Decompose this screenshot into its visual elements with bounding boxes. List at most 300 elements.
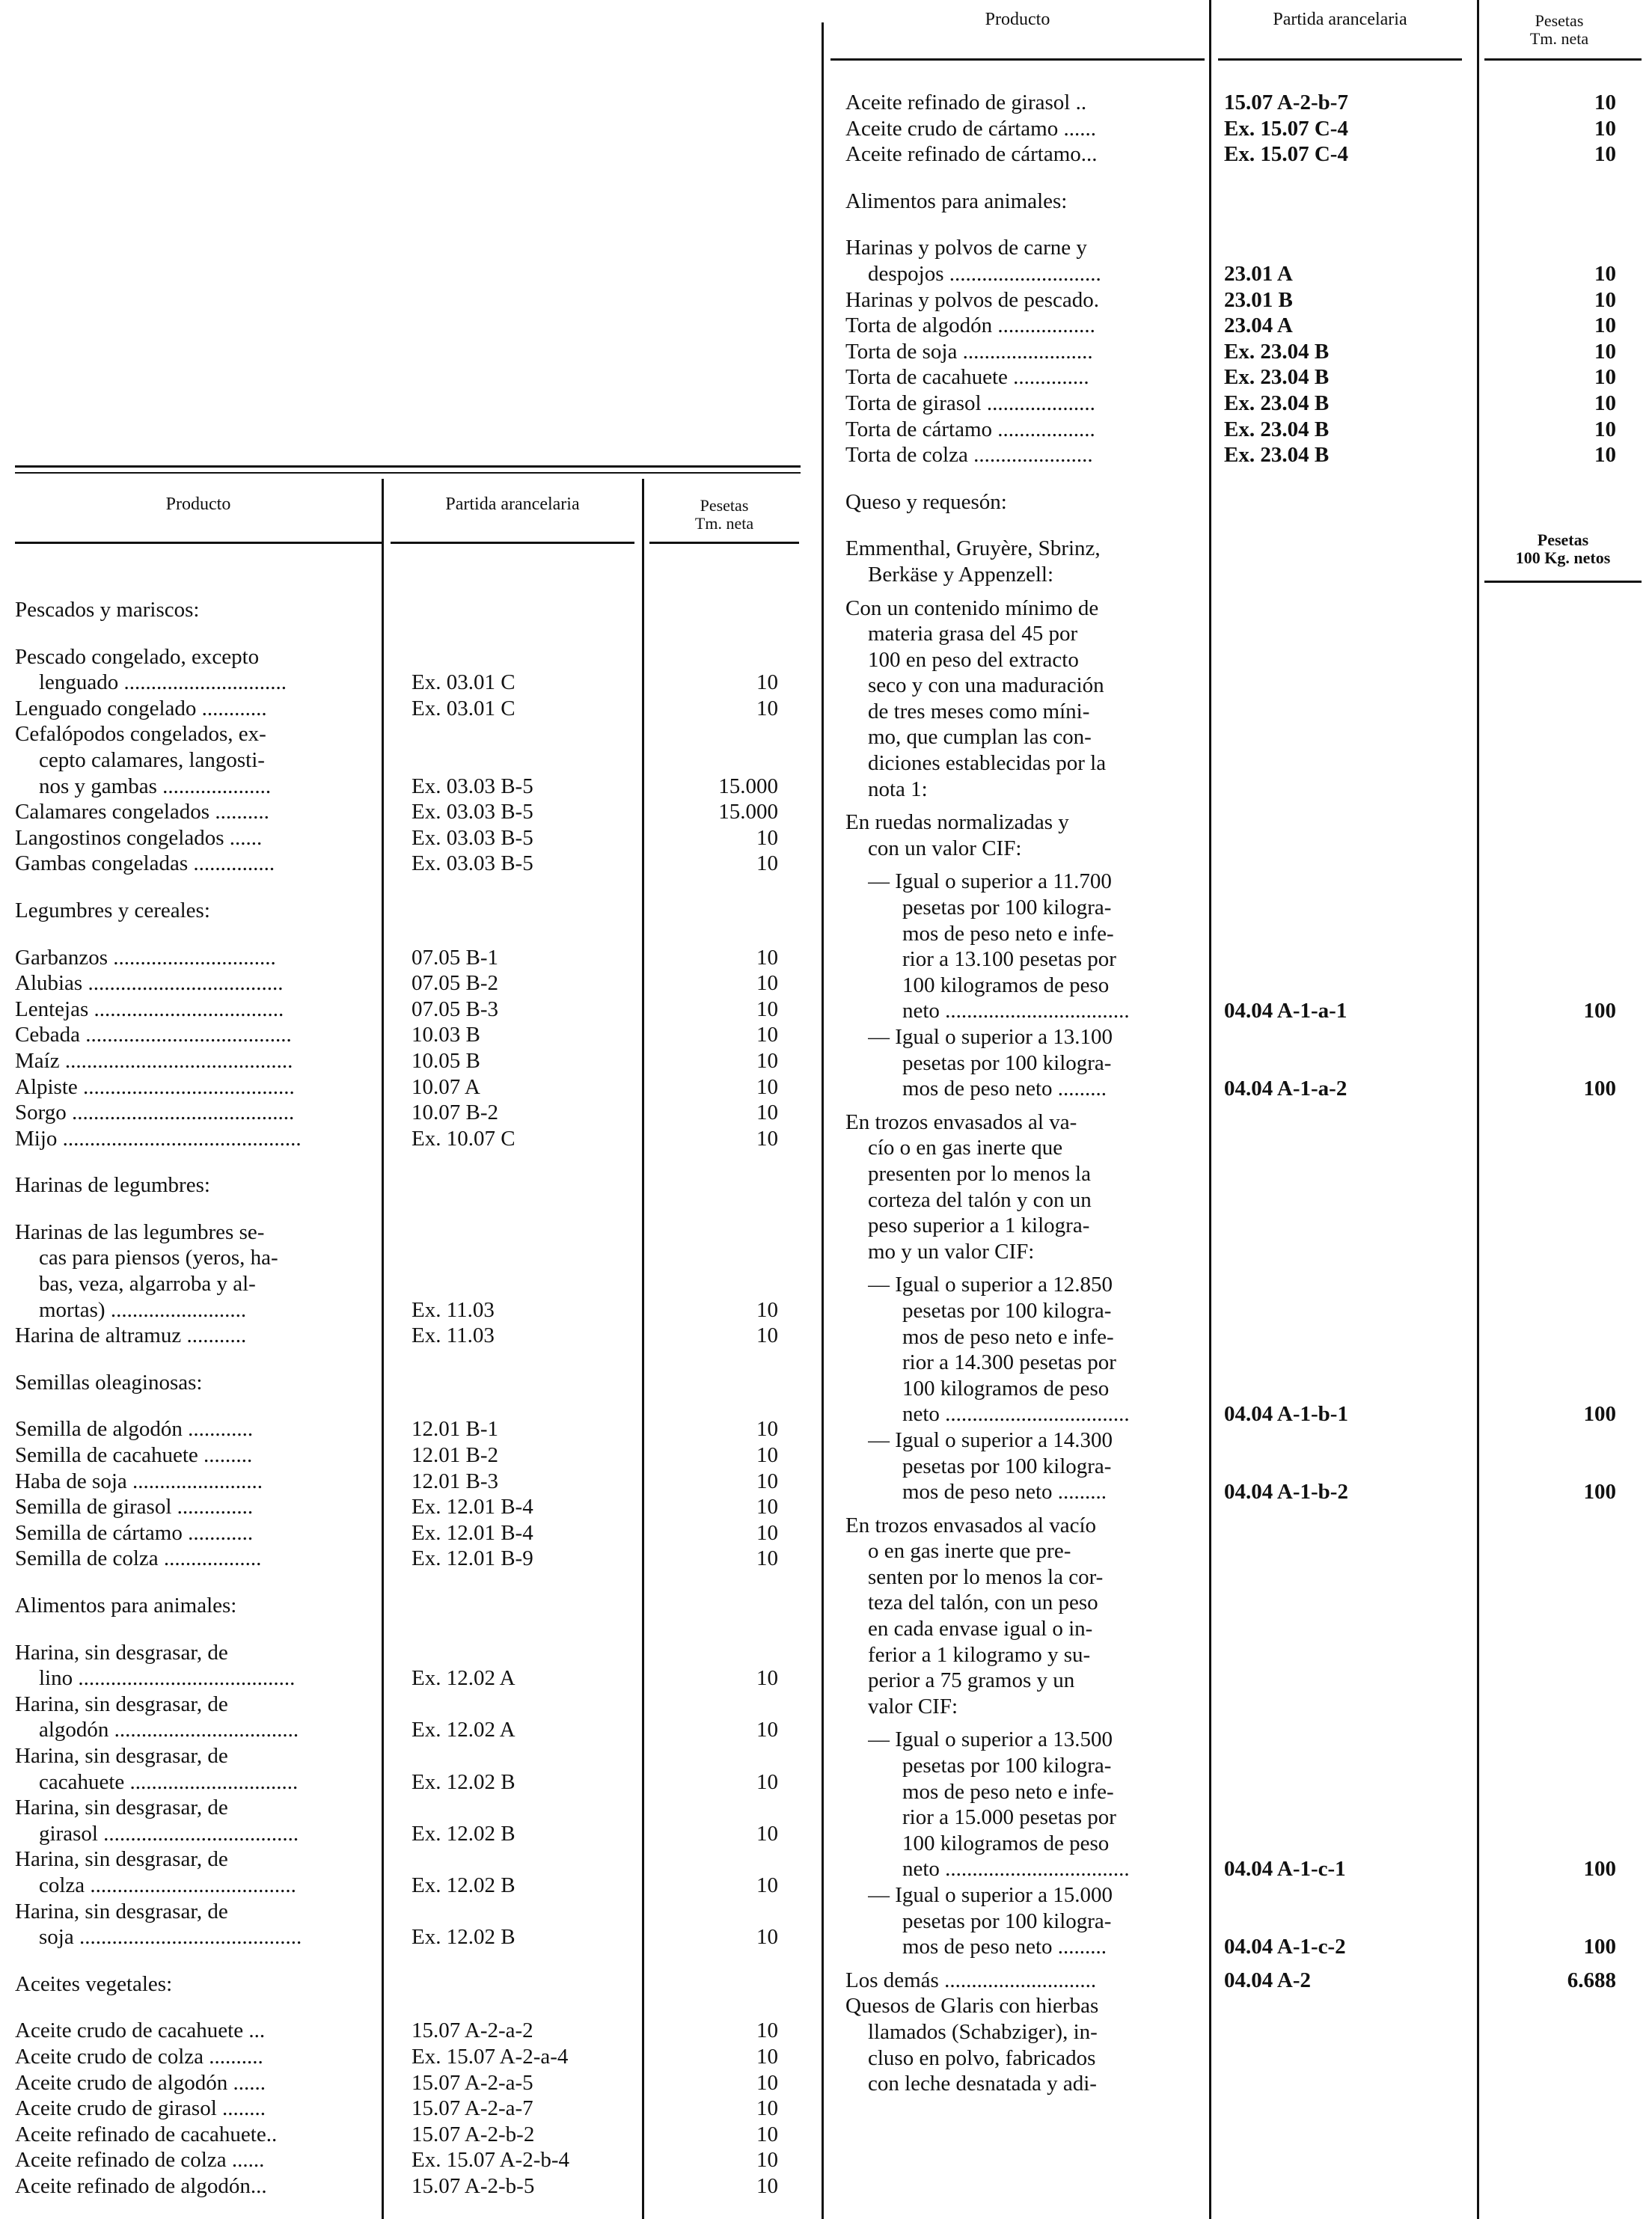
partida-cell: 15.07 A-2-b-7 (1224, 91, 1348, 114)
partida-cell: 07.05 B-1 (412, 945, 498, 970)
product-cell: pesetas por 100 kilogra- (902, 1454, 1112, 1478)
product-cell: Gambas congeladas ............... (15, 851, 275, 876)
product-cell: Aceite refinado de girasol .. (845, 91, 1087, 114)
table-row (845, 1161, 1646, 1187)
pesetas-cell: 10 (756, 1048, 778, 1073)
product-cell: con un valor CIF: (868, 836, 1022, 860)
product-cell: 100 kilogramos de peso (902, 1831, 1110, 1855)
product-cell: Torta de soja ........................ (845, 339, 1093, 364)
partida-cell: 04.04 A-1-b-2 (1224, 1480, 1348, 1505)
left-header-rule-1 (15, 542, 382, 544)
product-cell: Torta de colza ...................... (845, 443, 1093, 468)
right-header-producto: Producto (985, 10, 1050, 29)
table-row (845, 1934, 1646, 1960)
pesetas-cell: 10 (756, 1925, 778, 1950)
section-heading-row (15, 1172, 801, 1199)
partida-cell: Ex. 12.02 B (412, 1873, 516, 1897)
table-row (845, 621, 1646, 647)
product-cell: Torta de algodón .................. (845, 313, 1095, 338)
table-row (845, 836, 1646, 862)
pesetas-cell: 10 (756, 1074, 778, 1099)
table-row (15, 1873, 801, 1899)
table-row (845, 1505, 1646, 1513)
table-row (15, 1271, 801, 1297)
product-cell: senten por lo menos la cor- (868, 1564, 1104, 1589)
table-row (845, 1727, 1646, 1753)
product-cell: nota 1: (868, 777, 928, 801)
product-cell: bas, veza, algarroba y al- (39, 1272, 256, 1297)
product-cell: Garbanzos .............................. (15, 945, 276, 970)
product-cell: mos de peso neto e infe- (902, 921, 1114, 946)
table-row (845, 777, 1646, 803)
table-row (845, 802, 1646, 809)
partida-cell: 04.04 A-1-b-1 (1224, 1402, 1348, 1427)
table-row (15, 1846, 801, 1873)
partida-cell: Ex. 11.03 (412, 1297, 495, 1322)
product-cell: Alimentos para animales: (15, 1594, 237, 1617)
product-cell: Aceite refinado de colza ...... (15, 2148, 265, 2173)
partida-cell: 07.05 B-3 (412, 997, 498, 1021)
product-cell: mo, que cumplan las con- (868, 725, 1092, 750)
product-cell: rior a 15.000 pesetas por (902, 1805, 1116, 1830)
table-row (15, 774, 801, 800)
table-row (845, 364, 1646, 391)
product-cell: rior a 14.300 pesetas por (902, 1350, 1116, 1375)
table-row (15, 2070, 801, 2096)
partida-cell: Ex. 12.02 B (412, 1769, 516, 1794)
pesetas-cell: 10 (756, 1546, 778, 1571)
product-cell: Harina, sin desgrasar, de (15, 1899, 228, 1923)
product-cell: ferior a 1 kilogramo y su- (868, 1642, 1091, 1667)
partida-cell: Ex. 03.03 B-5 (412, 774, 533, 798)
table-row (845, 417, 1646, 443)
table-row (845, 261, 1646, 287)
product-cell: presenten por lo menos la (868, 1161, 1091, 1186)
product-cell: mo y un valor CIF: (868, 1239, 1035, 1264)
partida-cell: 23.04 A (1224, 313, 1293, 338)
pesetas-cell: 10 (756, 2148, 778, 2173)
product-cell: perior a 75 gramos y un (868, 1668, 1075, 1693)
right-header-partida: Partida arancelaria (1273, 10, 1407, 29)
partida-cell: 23.01 B (1224, 287, 1293, 312)
product-cell: Sorgo ......................................... (15, 1101, 295, 1125)
pesetas-cell: 10 (1594, 261, 1616, 286)
table-row (845, 1239, 1646, 1265)
table-row (845, 1805, 1646, 1831)
partida-cell: 15.07 A-2-a-5 (412, 2070, 533, 2095)
table-row (845, 750, 1646, 777)
left-top-rule (15, 465, 801, 468)
section-heading-row (15, 1370, 801, 1396)
table-row (845, 1909, 1646, 1935)
product-cell: seco y con una maduración (868, 673, 1104, 698)
partida-cell: 10.07 B-2 (412, 1101, 498, 1125)
product-cell: Cefalópodos congelados, ex- (15, 722, 266, 747)
table-row (15, 851, 801, 877)
product-cell: neto .................................. (902, 999, 1130, 1023)
table-row (15, 721, 801, 747)
table-row (15, 1899, 801, 1925)
product-cell: soja ......................................... (39, 1925, 302, 1950)
product-cell: Torta de girasol .................... (845, 391, 1095, 415)
pesetas-cell: 10 (756, 2096, 778, 2121)
table-row (845, 1298, 1646, 1324)
product-cell: Berkäse y Appenzell: (868, 562, 1054, 587)
partida-cell: Ex. 15.07 C-4 (1224, 116, 1348, 141)
product-cell: Aceite crudo de cártamo ...... (845, 116, 1096, 141)
product-cell: Los demás ............................ (845, 1968, 1097, 1992)
right-table-body (845, 90, 1646, 2097)
pesetas-cell: 10 (1594, 443, 1616, 468)
pesetas-cell: 10 (756, 2173, 778, 2198)
pesetas-cell: 10 (1594, 313, 1616, 338)
product-cell: Queso y requesón: (845, 489, 1007, 514)
section-heading-row (845, 189, 1646, 215)
table-row (845, 1102, 1646, 1110)
table-row (845, 391, 1646, 417)
product-cell: En ruedas normalizadas y (845, 810, 1069, 835)
table-row (15, 2096, 801, 2122)
table-row (15, 1769, 801, 1796)
table-row (845, 1513, 1646, 1539)
partida-cell: Ex. 12.01 B-4 (412, 1520, 533, 1545)
table-row (15, 1494, 801, 1520)
table-row (15, 1717, 801, 1743)
left-table-body (15, 576, 801, 2199)
partida-cell: Ex. 03.03 B-5 (412, 800, 533, 824)
table-row (15, 1245, 801, 1271)
section-heading-row (15, 597, 801, 623)
product-cell: Harinas de legumbres: (15, 1173, 210, 1198)
product-cell: de tres meses como míni- (868, 699, 1090, 723)
pesetas-cell: 100 (1583, 1402, 1616, 1427)
pesetas-cell: 100 (1583, 1935, 1616, 1959)
table-row (15, 799, 801, 825)
pesetas-cell: 10 (756, 1666, 778, 1691)
product-cell: cío o en gas inerte que (868, 1136, 1063, 1160)
product-cell: Mijo ............................................ (15, 1126, 302, 1151)
product-cell: en cada envase igual o in- (868, 1617, 1093, 1641)
table-row (845, 861, 1646, 869)
table-row (845, 287, 1646, 313)
product-cell: Harinas y polvos de pescado. (845, 287, 1100, 312)
partida-cell: Ex. 12.02 B (412, 1821, 516, 1846)
product-cell: colza ...................................... (39, 1873, 296, 1897)
partida-cell: 12.01 B-3 (412, 1469, 498, 1493)
table-row (845, 1324, 1646, 1350)
product-cell: pesetas por 100 kilogra- (902, 1754, 1112, 1778)
table-row (15, 1924, 801, 1950)
product-cell: mortas) ......................... (39, 1297, 247, 1322)
product-cell: En trozos envasados al va- (845, 1110, 1077, 1134)
table-row (845, 90, 1646, 116)
table-row (845, 1454, 1646, 1480)
section-heading-row (15, 898, 801, 924)
product-cell: — Igual o superior a 12.850 (868, 1273, 1113, 1297)
table-row (845, 1213, 1646, 1239)
partida-cell: Ex. 12.02 A (412, 1666, 516, 1691)
product-cell: mos de peso neto e infe- (902, 1324, 1114, 1349)
table-row (845, 2071, 1646, 2097)
product-cell: Alubias .................................... (15, 971, 284, 996)
table-row (845, 895, 1646, 921)
product-cell: Semilla de cártamo ............ (15, 1520, 254, 1545)
table-row (15, 825, 801, 851)
partida-cell: Ex. 03.03 B-5 (412, 825, 533, 850)
table-row (845, 141, 1646, 168)
pesetas-cell: 100 (1583, 1480, 1616, 1505)
unit-change-label: Pesetas 100 Kg. netos (1515, 530, 1611, 567)
table-row (15, 1219, 801, 1246)
pesetas-cell: 15.000 (718, 774, 778, 798)
product-cell: Maíz .......................................... (15, 1048, 293, 1073)
product-cell: cacahuete ............................... (39, 1769, 299, 1794)
table-row (15, 1048, 801, 1074)
product-cell: Torta de cacahuete .............. (845, 365, 1089, 390)
product-cell: peso superior a 1 kilogra- (868, 1213, 1090, 1238)
left-header-producto: Producto (165, 495, 231, 514)
product-cell: Haba de soja ........................ (15, 1469, 263, 1493)
product-cell: Aceites vegetales: (15, 1971, 173, 1996)
table-row (845, 921, 1646, 947)
table-row (845, 1993, 1646, 2019)
product-cell: despojos ............................ (868, 261, 1101, 286)
table-row (845, 1968, 1646, 1994)
partida-cell: Ex. 03.01 C (412, 696, 516, 720)
partida-cell: Ex. 23.04 B (1224, 339, 1330, 364)
table-row (15, 1821, 801, 1847)
partida-cell: Ex. 12.01 B-4 (412, 1495, 533, 1519)
product-cell: Pescado congelado, excepto (15, 644, 260, 669)
product-cell: nos y gambas .................... (39, 774, 272, 798)
table-row (845, 588, 1646, 596)
product-cell: neto .................................. (902, 1402, 1130, 1427)
partida-cell: 23.01 A (1224, 261, 1293, 286)
pesetas-cell: 10 (756, 2122, 778, 2146)
table-row (15, 2147, 801, 2173)
product-cell: pesetas por 100 kilogra- (902, 1050, 1112, 1075)
table-row (845, 1135, 1646, 1161)
table-row (845, 562, 1646, 588)
table-row (845, 1376, 1646, 1402)
pesetas-cell: 100 (1583, 1077, 1616, 1101)
table-row (845, 442, 1646, 468)
table-row (845, 809, 1646, 836)
product-cell: o en gas inerte que pre- (868, 1539, 1071, 1564)
table-row (845, 1401, 1646, 1427)
table-row (845, 946, 1646, 973)
table-row (845, 998, 1646, 1024)
table-row (845, 339, 1646, 365)
partida-cell: Ex. 12.02 A (412, 1718, 516, 1742)
pesetas-cell: 10 (1594, 417, 1616, 441)
table-row (845, 1272, 1646, 1298)
partida-cell: 12.01 B-2 (412, 1443, 498, 1468)
table-row (845, 1779, 1646, 1805)
table-row (15, 747, 801, 774)
product-cell: diciones establecidas por la (868, 751, 1107, 776)
pesetas-cell: 10 (1594, 365, 1616, 390)
product-cell: Semilla de cacahuete ......... (15, 1443, 253, 1468)
product-cell: algodón .................................. (39, 1718, 299, 1742)
table-row (845, 1187, 1646, 1213)
product-cell: Lenguado congelado ............ (15, 696, 267, 720)
product-cell: girasol .................................... (39, 1821, 299, 1846)
product-cell: teza del talón, con un peso (868, 1591, 1098, 1615)
table-row (15, 1074, 801, 1101)
table-row (845, 1616, 1646, 1642)
table-row (845, 1538, 1646, 1564)
product-cell: cepto calamares, langosti- (39, 747, 265, 772)
right-header-rule-1 (830, 58, 1205, 61)
table-row (845, 1590, 1646, 1616)
pesetas-cell: 10 (756, 1023, 778, 1047)
product-cell: lenguado .............................. (39, 670, 287, 695)
partida-cell: 04.04 A-1-c-2 (1224, 1935, 1346, 1959)
table-row (845, 1642, 1646, 1668)
product-cell: Aceite crudo de cacahuete ... (15, 2018, 266, 2043)
table-row (845, 116, 1646, 142)
table-row (845, 2045, 1646, 2072)
product-cell: Harina, sin desgrasar, de (15, 1692, 228, 1716)
partida-cell: 15.07 A-2-b-2 (412, 2122, 535, 2146)
product-cell: valor CIF: (868, 1694, 958, 1718)
left-header-partida: Partida arancelaria (445, 495, 580, 514)
left-header-rule-2 (391, 542, 634, 544)
table-row (845, 1479, 1646, 1505)
product-cell: rior a 13.100 pesetas por (902, 947, 1116, 972)
product-cell: En trozos envasados al vacío (845, 1513, 1097, 1537)
pesetas-cell: 10 (1594, 142, 1616, 167)
product-cell: con leche desnatada y adi- (868, 2072, 1097, 2096)
table-row (845, 1856, 1646, 1882)
pesetas-cell: 10 (1594, 391, 1616, 415)
pesetas-cell: 100 (1583, 1857, 1616, 1882)
table-row (15, 1665, 801, 1692)
right-header-pesetas: Pesetas Tm. neta (1529, 11, 1589, 48)
product-cell: Semilla de algodón ............ (15, 1417, 254, 1442)
product-cell: mos de peso neto e infe- (902, 1779, 1114, 1804)
section-heading-row (15, 1593, 801, 1619)
table-row (845, 1264, 1646, 1272)
product-cell: — Igual o superior a 15.000 (868, 1883, 1113, 1907)
table-row (845, 1753, 1646, 1779)
partida-cell: Ex. 03.03 B-5 (412, 851, 533, 876)
table-row (15, 1100, 801, 1126)
product-cell: Semillas oleaginosas: (15, 1370, 203, 1395)
table-row (845, 1882, 1646, 1909)
table-row (845, 1427, 1646, 1454)
table-row (845, 1350, 1646, 1376)
table-row (15, 1323, 801, 1349)
table-row (845, 1110, 1646, 1136)
partida-cell: 10.03 B (412, 1023, 480, 1047)
product-cell: neto .................................. (902, 1857, 1130, 1882)
table-row (15, 2044, 801, 2070)
pesetas-cell: 10 (756, 997, 778, 1021)
product-cell: pesetas por 100 kilogra- (902, 1298, 1112, 1323)
table-row (15, 2018, 801, 2044)
center-vrule (822, 22, 824, 2219)
pesetas-cell: 10 (756, 1873, 778, 1897)
pesetas-cell: 10 (756, 2070, 778, 2095)
table-row (15, 970, 801, 997)
pesetas-cell: 100 (1583, 999, 1616, 1023)
product-cell: Harinas de las legumbres se- (15, 1219, 265, 1244)
partida-cell: 04.04 A-1-a-1 (1224, 999, 1347, 1023)
product-cell: pesetas por 100 kilogra- (902, 896, 1112, 920)
partida-cell: Ex. 10.07 C (412, 1126, 516, 1151)
product-cell: mos de peso neto ......... (902, 1077, 1107, 1101)
product-cell: Harina, sin desgrasar, de (15, 1640, 228, 1665)
pesetas-cell: 10 (756, 696, 778, 720)
partida-cell: Ex. 15.07 C-4 (1224, 142, 1348, 167)
product-cell: Quesos de Glaris con hierbas (845, 1994, 1099, 2018)
pesetas-cell: 15.000 (718, 800, 778, 824)
table-row (15, 2173, 801, 2200)
product-cell: Aceite crudo de colza .......... (15, 2044, 263, 2069)
product-cell: Calamares congelados .......... (15, 800, 269, 824)
product-cell: Emmenthal, Gruyère, Sbrinz, (845, 536, 1101, 561)
partida-cell: 07.05 B-2 (412, 971, 498, 996)
product-cell: 100 en peso del extracto (868, 647, 1079, 672)
section-heading-row (15, 1971, 801, 1998)
table-row (845, 536, 1646, 562)
table-row (15, 997, 801, 1023)
table-row (845, 699, 1646, 725)
product-cell: Con un contenido mínimo de (845, 596, 1099, 620)
partida-cell: Ex. 11.03 (412, 1323, 495, 1348)
product-cell: — Igual o superior a 13.500 (868, 1727, 1113, 1752)
table-row (845, 1564, 1646, 1591)
table-row (845, 1050, 1646, 1077)
partida-cell: Ex. 12.02 B (412, 1925, 516, 1950)
table-row (15, 1022, 801, 1048)
partida-cell: Ex. 23.04 B (1224, 391, 1330, 415)
pesetas-cell: 10 (756, 1101, 778, 1125)
pesetas-cell: 10 (756, 1520, 778, 1545)
partida-cell: Ex. 03.01 C (412, 670, 516, 695)
pesetas-cell: 10 (756, 1469, 778, 1493)
pesetas-cell: 10 (1594, 287, 1616, 312)
table-row (845, 596, 1646, 622)
product-cell: Cebada ...................................... (15, 1023, 292, 1047)
table-row (845, 235, 1646, 261)
product-cell: Harinas y polvos de carne y (845, 236, 1087, 260)
table-row (15, 1469, 801, 1495)
pesetas-cell: 10 (1594, 116, 1616, 141)
product-cell: Semilla de girasol .............. (15, 1495, 254, 1519)
pesetas-cell: 10 (756, 1443, 778, 1468)
product-cell: Alimentos para animales: (845, 189, 1068, 213)
section-heading-row (845, 489, 1646, 515)
partida-cell: Ex. 23.04 B (1224, 417, 1330, 441)
partida-cell: 15.07 A-2-a-7 (412, 2096, 533, 2121)
table-row (15, 696, 801, 722)
table-row (15, 1297, 801, 1323)
product-cell: Harina, sin desgrasar, de (15, 1796, 228, 1820)
table-row (845, 973, 1646, 999)
table-row (845, 673, 1646, 699)
product-cell: materia grasa del 45 por (868, 622, 1078, 646)
partida-cell: Ex. 15.07 A-2-b-4 (412, 2148, 570, 2173)
product-cell: 100 kilogramos de peso (902, 1376, 1110, 1401)
partida-cell: 12.01 B-1 (412, 1417, 498, 1442)
table-row (845, 2019, 1646, 2045)
pesetas-cell: 10 (756, 1821, 778, 1846)
product-cell: Torta de cártamo .................. (845, 417, 1095, 441)
table-row (15, 644, 801, 670)
